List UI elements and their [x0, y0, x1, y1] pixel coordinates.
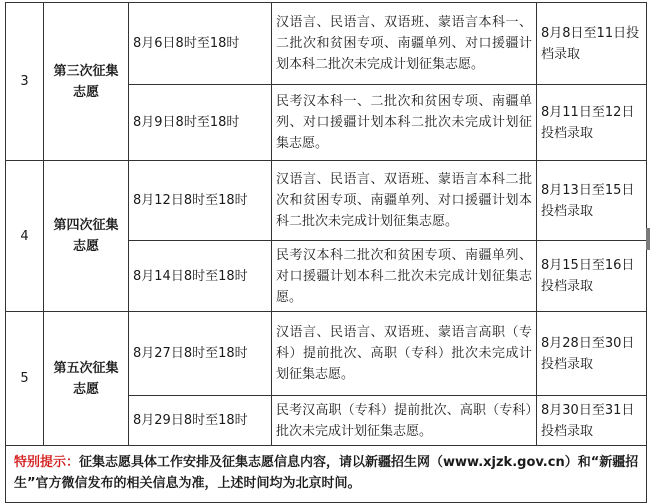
fill-time: 8月14日8时至18时: [129, 241, 272, 312]
admission-time: 8月30日至31日投档录取: [537, 396, 647, 446]
row-number: 5: [6, 312, 44, 446]
fill-scope: 民考汉高职（专科）提前批次、高职（专科）批次未完成计划征集志愿。: [272, 396, 537, 446]
fill-scope: 民考汉本科二批次和贫困专项、南疆单列、对口援疆计划本科二批次未完成计划征集志愿。: [272, 241, 537, 312]
round-name: 第四次征集志愿: [44, 161, 129, 312]
fill-time: 8月29日8时至18时: [129, 396, 272, 446]
admission-time: 8月13日至15日投档录取: [537, 161, 647, 241]
admission-time: 8月15日至16日投档录取: [537, 241, 647, 312]
round-name: 第三次征集志愿: [44, 3, 129, 161]
fill-time: 8月6日8时至18时: [129, 3, 272, 85]
collection-schedule-table: [5, 2, 647, 503]
fill-time: 8月9日8时至18时: [129, 85, 272, 161]
table-row: [6, 312, 647, 396]
notice-label: 特别提示：: [14, 455, 80, 470]
fill-scope: 汉语言、民语言、双语班、蒙语言本科一、二批次和贫困专项、南疆单列、对口援疆计划本科二批次未完成计划征集志愿。: [272, 3, 537, 85]
row-number: 3: [6, 3, 44, 161]
note-row: [6, 446, 647, 503]
fill-time: 8月12日8时至18时: [129, 161, 272, 241]
row-number: 4: [6, 161, 44, 312]
notice-text: 征集志愿具体工作安排及征集志愿信息内容，请以新疆招生网（www.xjzk.gov.cn）和“新疆招生”官方微信发布的相关信息为准，上述时间均为北京时间。: [14, 455, 639, 491]
scroll-edge-marker: [646, 228, 650, 250]
fill-time: 8月27日8时至18时: [129, 312, 272, 396]
table-row: [6, 3, 647, 85]
round-name: 第五次征集志愿: [44, 312, 129, 446]
admission-time: 8月28日至30日投档录取: [537, 312, 647, 396]
fill-scope: 汉语言、民语言、双语班、蒙语言高职（专科）提前批次、高职（专科）批次未完成计划征集志愿。: [272, 312, 537, 396]
fill-scope: 汉语言、民语言、双语班、蒙语言本科二批次和贫困专项、南疆单列、对口援疆计划本科二批次未完成计划征集志愿。: [272, 161, 537, 241]
table-row: [6, 161, 647, 241]
admission-time: 8月8日至11日投档录取: [537, 3, 647, 85]
special-notice: [6, 446, 647, 503]
admission-time: 8月11日至12日投档录取: [537, 85, 647, 161]
fill-scope: 民考汉本科一、二批次和贫困专项、南疆单列、对口援疆计划本科二批次未完成计划征集志愿。: [272, 85, 537, 161]
